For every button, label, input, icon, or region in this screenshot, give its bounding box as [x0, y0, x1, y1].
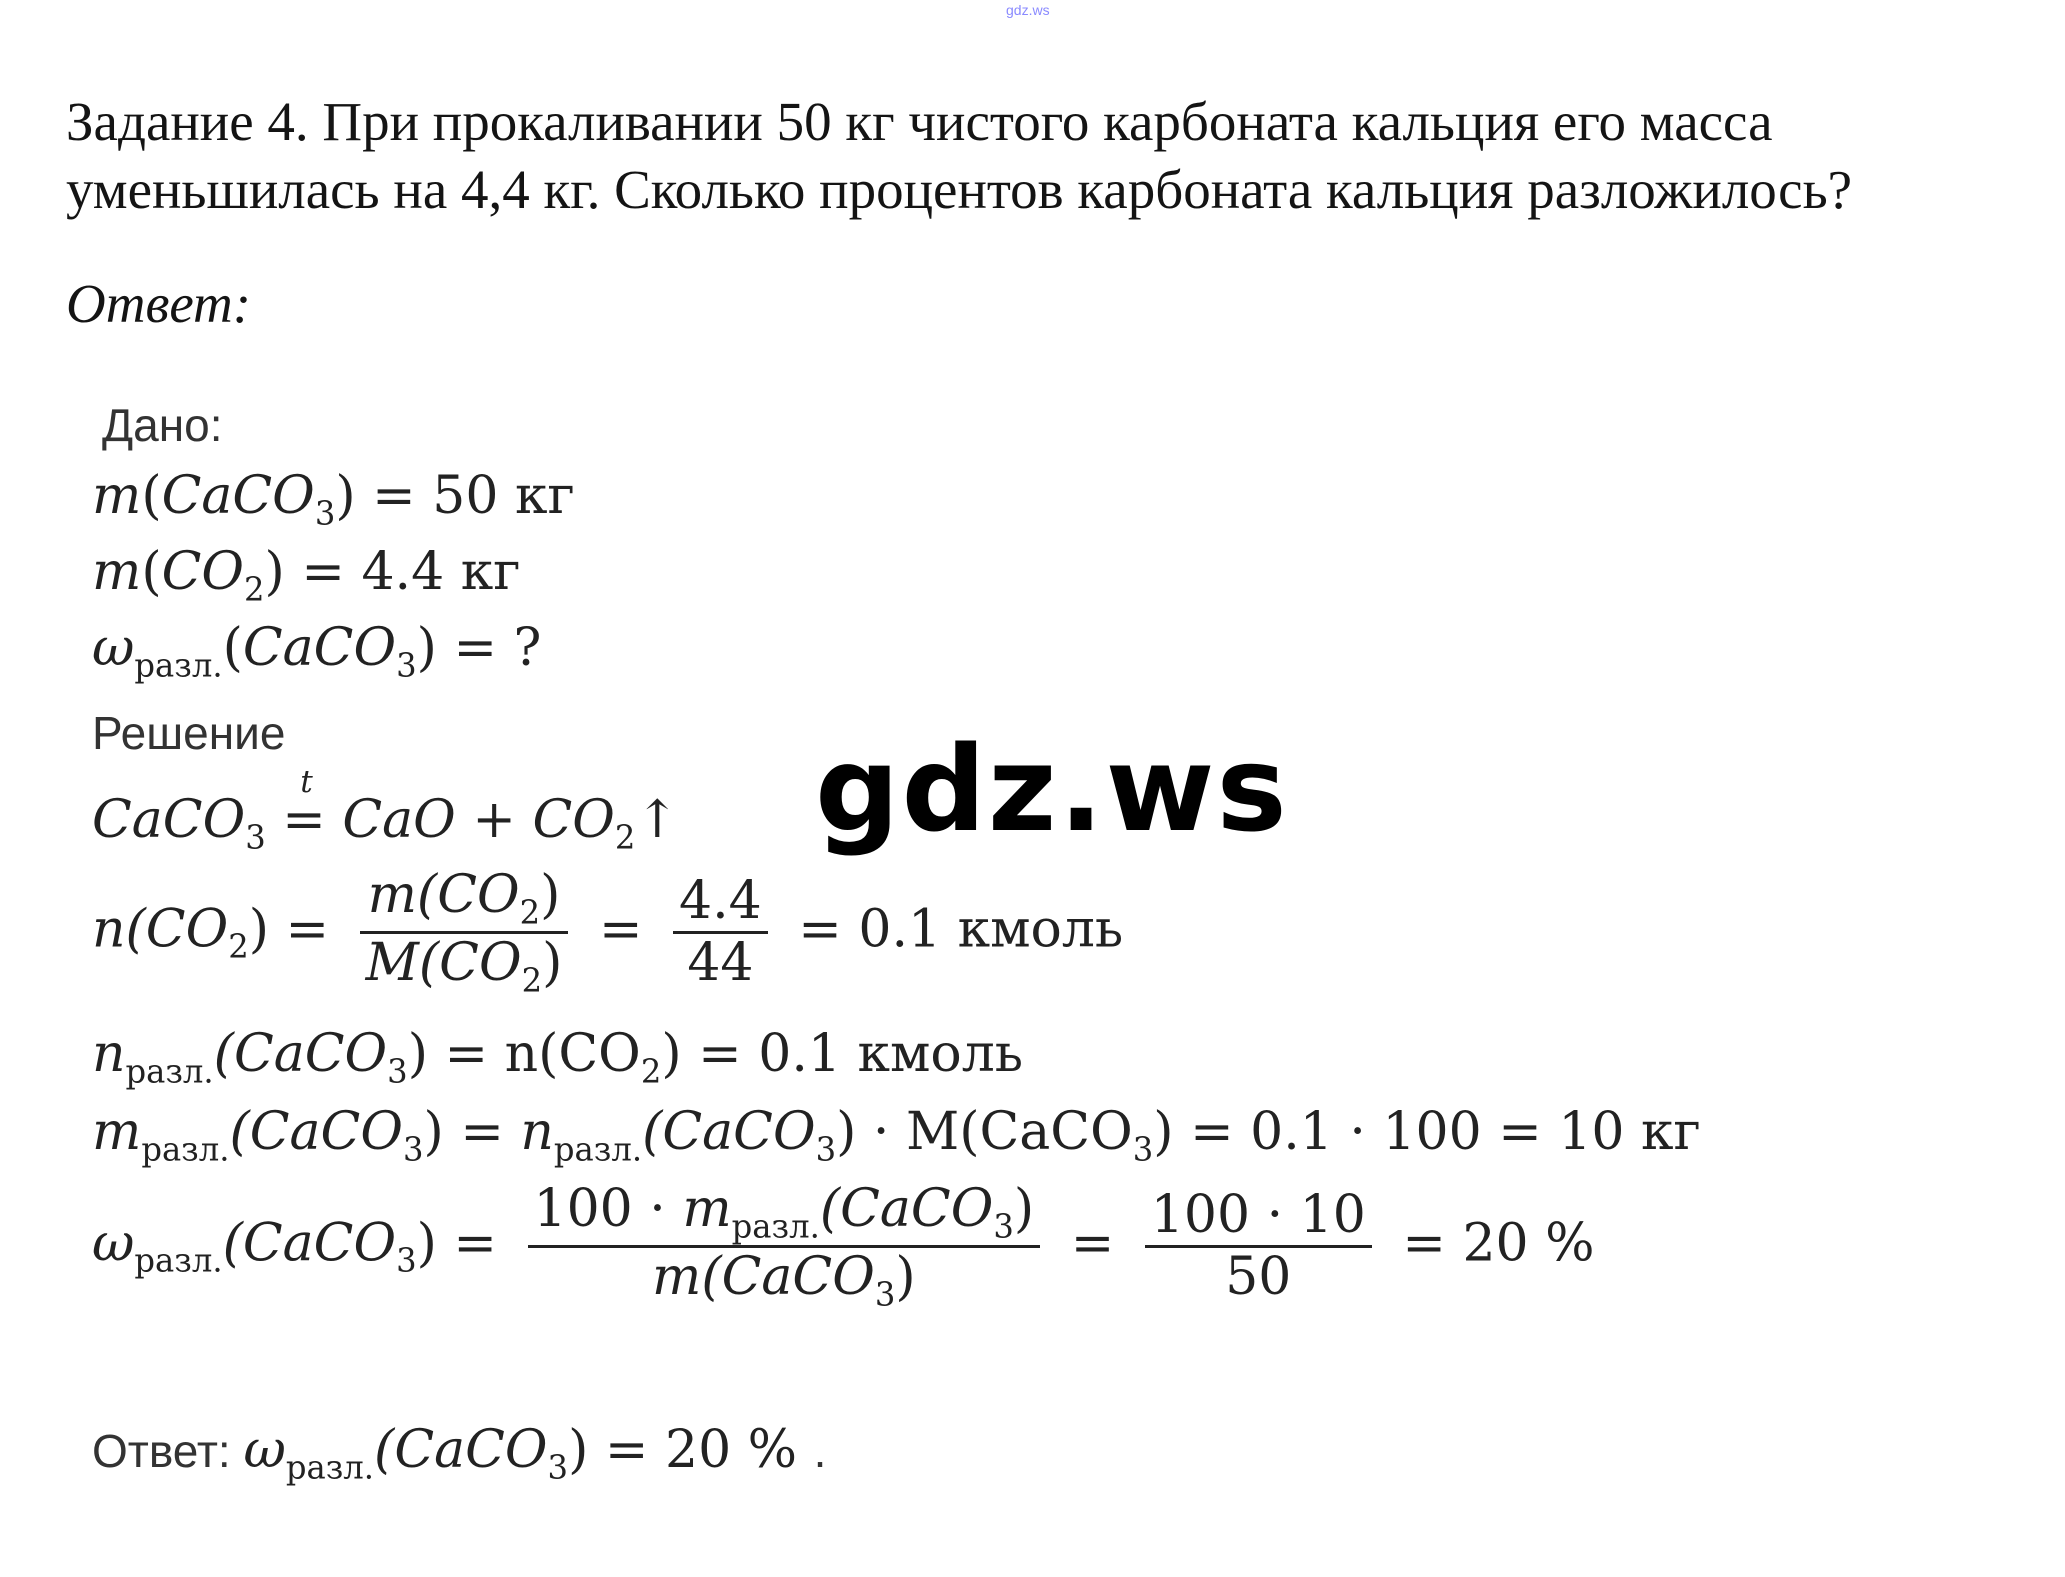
fraction-mass-over-molar — [360, 866, 569, 1000]
formula: (CaCO — [819, 1179, 994, 1239]
denominator — [360, 934, 569, 999]
index: 2 — [640, 1052, 662, 1091]
num-close: ) — [1013, 1179, 1035, 1239]
watermark: gdz.ws — [815, 720, 1289, 858]
index: 3 — [815, 1130, 837, 1169]
solution-label: Решение — [92, 707, 286, 759]
formula: (CaCO — [374, 1420, 548, 1480]
index: 2 — [228, 927, 249, 966]
given-mass-caco3: m(CaCO$_3$) = 50 кг — [92, 466, 575, 533]
subscript: разл. — [553, 1130, 643, 1169]
result: = 20 % — [1402, 1213, 1595, 1274]
fraction-percent — [528, 1180, 1041, 1314]
index: 3 — [1132, 1130, 1154, 1169]
subscript: разл. — [125, 1052, 214, 1091]
denominator — [528, 1248, 1041, 1313]
value: = 50 кг — [372, 466, 575, 526]
lhs-close: ) = — [416, 1213, 497, 1274]
answer-heading: Ответ: — [66, 273, 252, 334]
numerator — [360, 866, 569, 934]
m-decomposed — [92, 1102, 1701, 1168]
answer-label: Ответ: — [92, 1425, 244, 1477]
equals-sign: = — [598, 899, 643, 960]
subscript: разл. — [134, 646, 223, 685]
given-mass-co2: $m(CO_2) = 4.4$ кг — [92, 542, 521, 609]
result: = 0.1 кмоль — [798, 899, 1124, 960]
n-decomposed — [92, 1024, 1023, 1090]
gas-arrow: ↑ — [635, 790, 679, 850]
numerator — [528, 1180, 1041, 1248]
numerator: 4.4 — [673, 872, 768, 935]
var-m: m — [92, 466, 142, 526]
omega-decomposed — [92, 1180, 1595, 1314]
task-statement: Задание 4. При прокаливании 50 кг чистого карбоната кальция его масса уменьшилась на 4,4 кг. Сколько процентов карбоната кальция разложилось? — [66, 91, 1853, 220]
equals-sign: = — [282, 790, 326, 850]
index: 2 — [521, 961, 543, 1000]
index: 3 — [874, 1275, 896, 1314]
result: ) = 0.1 · 100 = 10 кг — [1153, 1102, 1701, 1162]
value: = 4.4 кг — [301, 542, 521, 602]
index: 3 — [396, 1241, 417, 1280]
var-omega: ω — [92, 618, 135, 678]
product-2: CO — [532, 790, 615, 850]
formula: CO — [161, 542, 245, 602]
subscript: разл. — [285, 1448, 375, 1487]
var-m: m — [92, 542, 142, 602]
denominator: 44 — [687, 933, 754, 994]
final-answer — [92, 1420, 826, 1486]
var-omega: ω — [243, 1420, 286, 1480]
fraction-numeric — [1145, 1186, 1372, 1309]
value: = ? — [453, 618, 542, 678]
num-text: m(CO — [367, 865, 520, 925]
index: 2 — [244, 570, 265, 609]
den-close: ) — [895, 1247, 916, 1308]
reaction-equation — [92, 764, 679, 857]
var-m: m — [682, 1179, 732, 1239]
n-co2-calculation — [92, 866, 1123, 1000]
formula: CaCO — [161, 466, 315, 526]
heat-equals — [282, 764, 326, 850]
final-dot: . — [813, 1425, 827, 1477]
subscript: разл. — [141, 1130, 230, 1169]
index: 3 — [993, 1207, 1014, 1246]
formula: CaCO — [242, 618, 397, 678]
subscript: разл. — [134, 1241, 223, 1280]
var-n: n — [520, 1102, 554, 1162]
num-prefix: 100 · — [533, 1179, 683, 1239]
index: 2 — [519, 893, 541, 932]
var-omega: ω — [92, 1213, 135, 1274]
fraction-numeric — [673, 872, 768, 995]
index: 3 — [387, 1052, 408, 1091]
middle-2: ) · M(CaCO — [836, 1102, 1133, 1162]
given-omega: $\omega_{разл.}(CaCO_3)$ = ? — [92, 618, 542, 685]
given-label: Дано: — [102, 399, 223, 451]
equals-sign: = — [1070, 1213, 1115, 1274]
formula: (CaCO — [229, 1102, 403, 1162]
formula: (CaCO — [213, 1024, 388, 1084]
subscript: разл. — [731, 1207, 820, 1246]
den-close: ) — [542, 933, 563, 994]
var-m: m — [92, 1102, 142, 1162]
product-1: CaO — [342, 790, 456, 850]
denominator: 50 — [1225, 1247, 1292, 1308]
den-text: M(CO — [365, 933, 522, 994]
formula: (CaCO — [642, 1102, 816, 1162]
num-close: ) — [540, 865, 561, 925]
index: 3 — [402, 1130, 424, 1169]
plus-sign: + — [472, 790, 516, 850]
result: ) = 20 % — [568, 1420, 798, 1480]
condition: t — [300, 764, 313, 800]
lhs-close: ) = — [248, 899, 330, 960]
index: 3 — [547, 1448, 569, 1487]
den-text: m(CaCO — [652, 1247, 875, 1308]
numerator: 100 · 10 — [1145, 1186, 1372, 1249]
index: 3 — [245, 818, 266, 857]
var-n: n — [92, 1024, 126, 1084]
middle: ) = n(CO — [407, 1024, 641, 1084]
formula: (CaCO — [222, 1213, 397, 1274]
lhs: n(CO — [92, 899, 229, 960]
result: ) = 0.1 кмоль — [661, 1024, 1024, 1084]
index: 3 — [396, 646, 417, 685]
index: 3 — [314, 494, 336, 533]
reactant: CaCO — [92, 790, 246, 850]
site-mark: gdz.ws — [1006, 2, 1050, 18]
index: 2 — [614, 818, 636, 857]
middle: ) = — [423, 1102, 521, 1162]
